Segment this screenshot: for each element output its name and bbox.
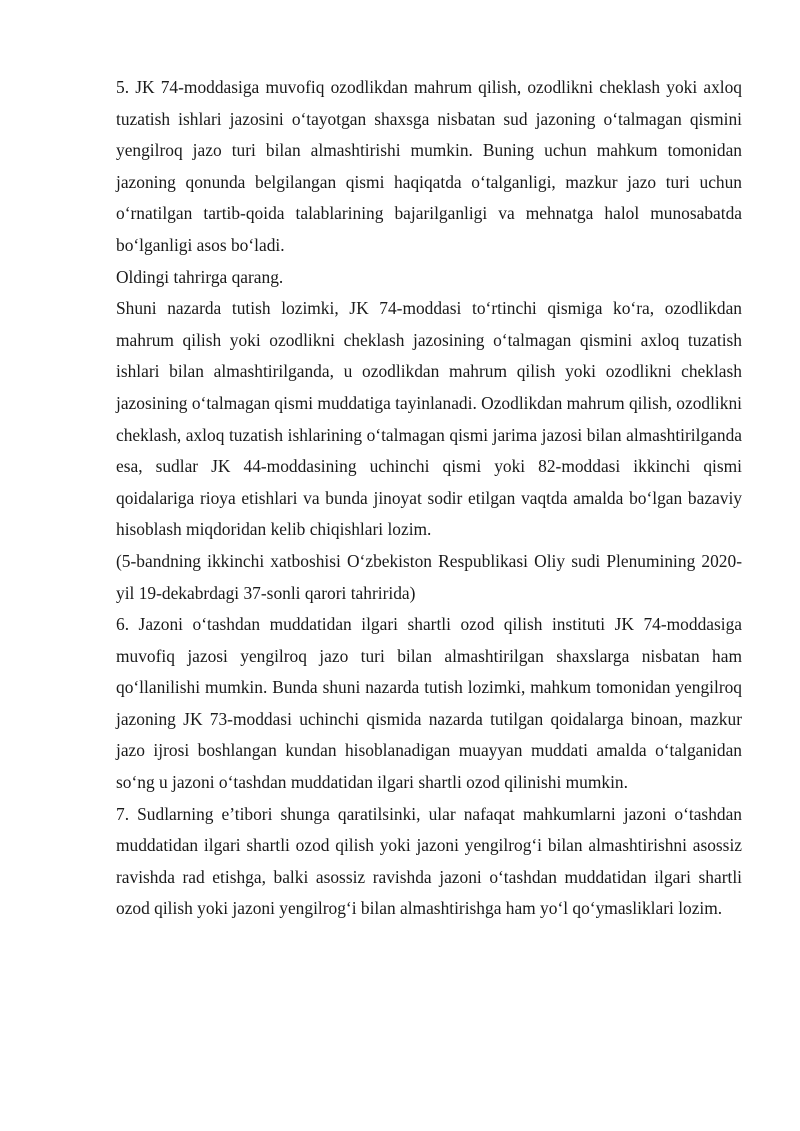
paragraph-5-second: Shuni nazarda tutish lozimki, JK 74-moddasi to‘rtinchi qismiga ko‘ra, ozodlikdan mahrum qilish yoki ozodlikni cheklash jazosining o‘talmagan qismini axloq tuzatish ishlari bilan almashtirilganda, u ozodlikdan mahrum qilish yoki ozodlikni cheklash jazosining o‘talmagan qismi muddatiga tayinlanadi. Ozodlikdan mahrum qilish, ozodlikni cheklash, axloq tuzatish ishlarining o‘talmagan qismi jarima jazosi bilan almashtirilganda esa, sudlar JK 44-moddasining uchinchi qismi yoki 82-moddasi ikkinchi qismi qoidalariga rioya etishlari va bunda jinoyat sodir etilgan vaqtda amalda bo‘lgan bazaviy hisoblash miqdoridan kelib chiqishlari lozim.: [116, 298, 742, 540]
paragraph-5: 5. JK 74-moddasiga muvofiq ozodlikdan mahrum qilish, ozodlikni cheklash yoki axloq tuzatish ishlari jazosini o‘tayotgan shaxsga nisbatan sud jazoning o‘talmagan qismini yengilroq jazo turi bilan almashtirishi mumkin. Buning uchun mahkum tomonidan jazoning qonunda belgilangan qismi haqiqatda o‘talganligi, mazkur jazo turi uchun o‘rnatilgan tartib-qoida talablarining bajarilganligi va mehnatga halol munosabatda bo‘lganligi asos bo‘ladi.: [116, 77, 742, 255]
edition-note: (5-bandning ikkinchi xatboshisi O‘zbekiston Respublikasi Oliy sudi Plenumining 2020-yil 19-dekabrdagi 37-sonli qarori tahririda): [116, 550, 742, 603]
paragraph-7: 7. Sudlarning e’tibori shunga qaratilsinki, ular nafaqat mahkumlarni jazoni o‘tashdan muddatidan ilgari shartli ozod qilish yoki jazoni yengilrog‘i bilan almashtirishni asossiz ravishda rad etishga, balki asossiz ravishda jazoni o‘tashdan muddatidan ilgari shartli ozod qilish yoki jazoni yengilrog‘i bilan almashtirishga ham yo‘l qo‘ymasliklari lozim.: [116, 803, 742, 919]
paragraph-6: 6. Jazoni o‘tashdan muddatidan ilgari shartli ozod qilish instituti JK 74-moddasiga muvofiq jazosi yengilroq jazo turi bilan almashtirilgan shaxslarga nisbatan ham qo‘llanilishi mumkin. Bunda shuni nazarda tutish lozimki, mahkum tomonidan yengilroq jazoning JK 73-moddasi uchinchi qismida nazarda tutilgan qoidalarga binoan, mazkur jazo ijrosi boshlangan kundan hisoblanadigan muayyan muddati amalda o‘talganidan so‘ng u jazoni o‘tashdan muddatidan ilgari shartli ozod qilinishi mumkin.: [116, 614, 742, 793]
document-body: [116, 72, 742, 925]
previous-edition-link[interactable]: Oldingi tahrirga qarang.: [116, 266, 284, 287]
